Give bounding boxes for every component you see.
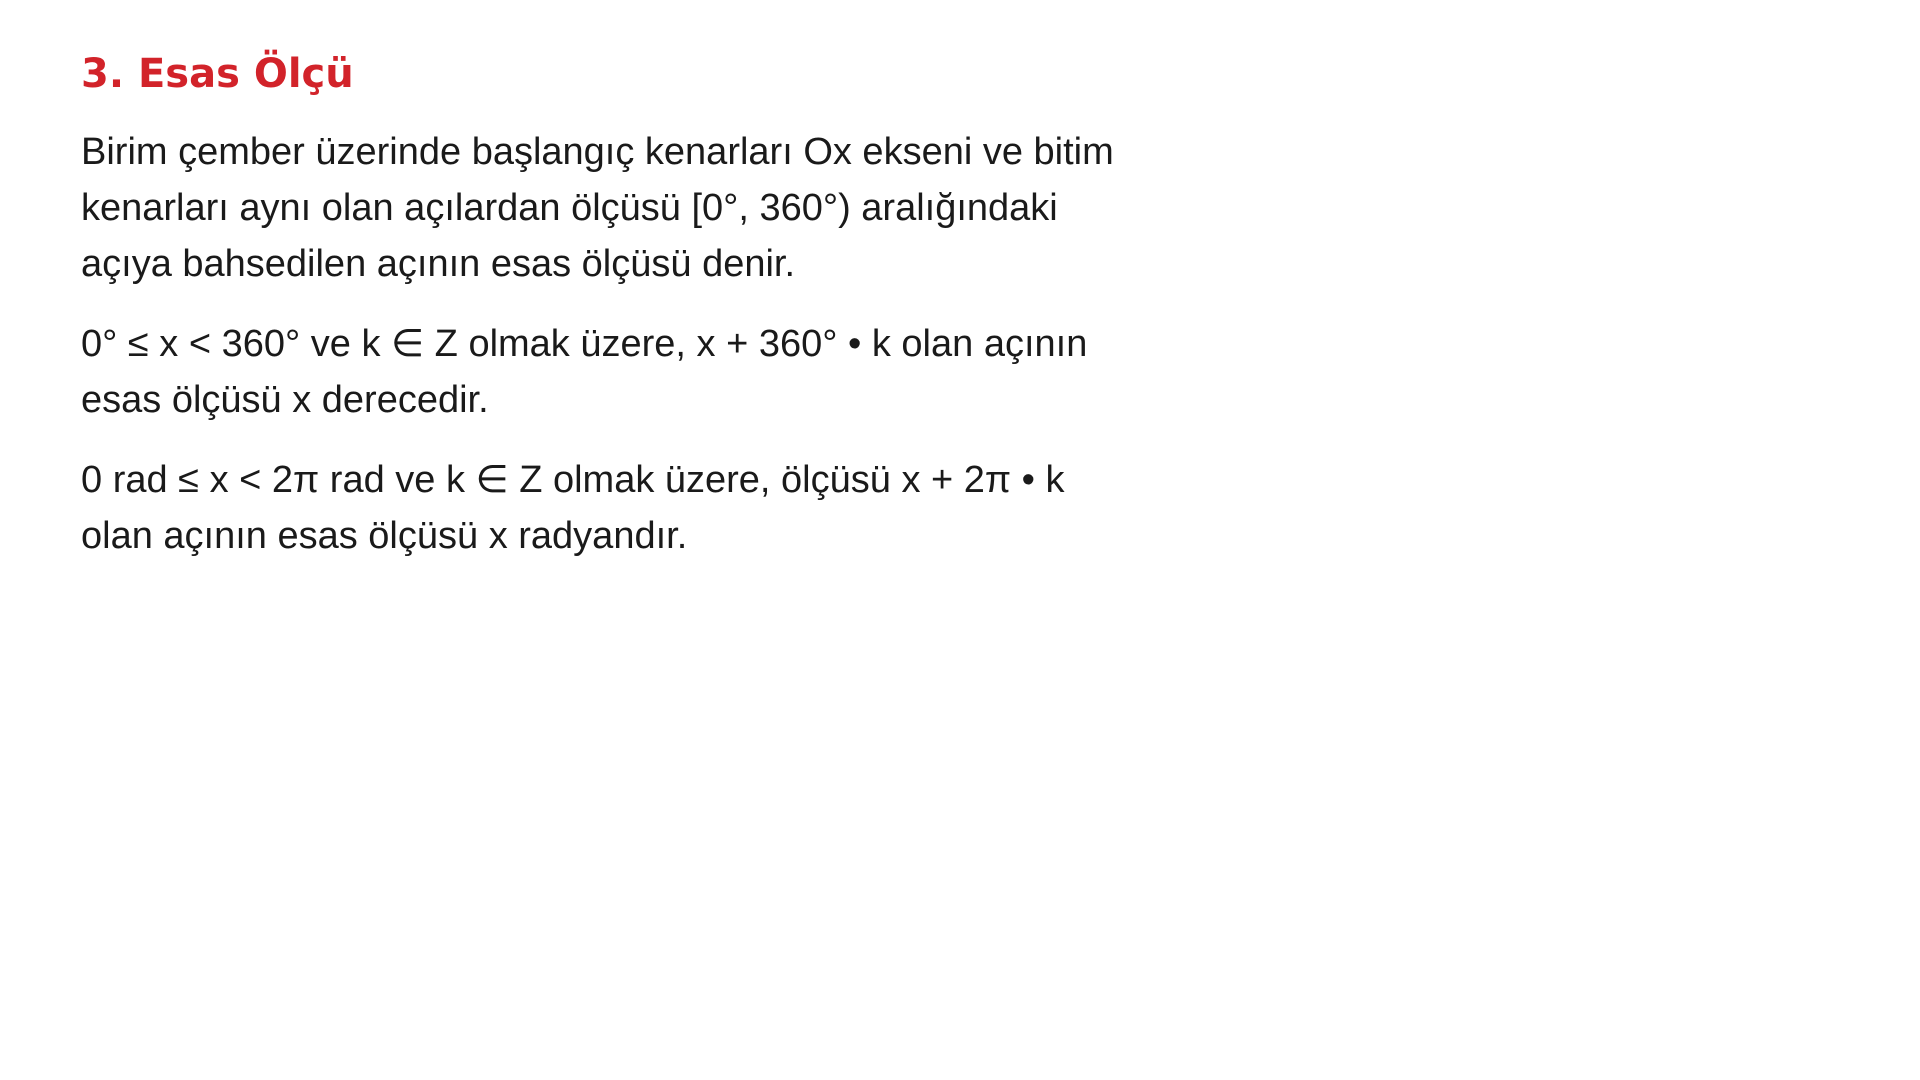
content-area (81, 44, 1281, 588)
text-line: 0 rad ≤ x < 2π rad ve k ∈ Z olmak üzere, ölçüsü x + 2π • k (81, 459, 1065, 501)
radian-rule-paragraph (81, 452, 1281, 564)
text-line: kenarları aynı olan açılardan ölçüsü [0°, 360°) aralığındaki (81, 187, 1058, 229)
text-line: açıya bahsedilen açının esas ölçüsü denir. (81, 243, 796, 285)
definition-paragraph (81, 124, 1281, 292)
text-line: Birim çember üzerinde başlangıç kenarları Ox ekseni ve bitim (81, 131, 1114, 173)
section-heading: 3. Esas Ölçü (81, 51, 354, 97)
text-line: esas ölçüsü x derecedir. (81, 379, 489, 421)
degree-rule-paragraph (81, 316, 1281, 428)
text-line: olan açının esas ölçüsü x radyandır. (81, 515, 688, 557)
text-line: 0° ≤ x < 360° ve k ∈ Z olmak üzere, x + 360° • k olan açının (81, 323, 1088, 365)
